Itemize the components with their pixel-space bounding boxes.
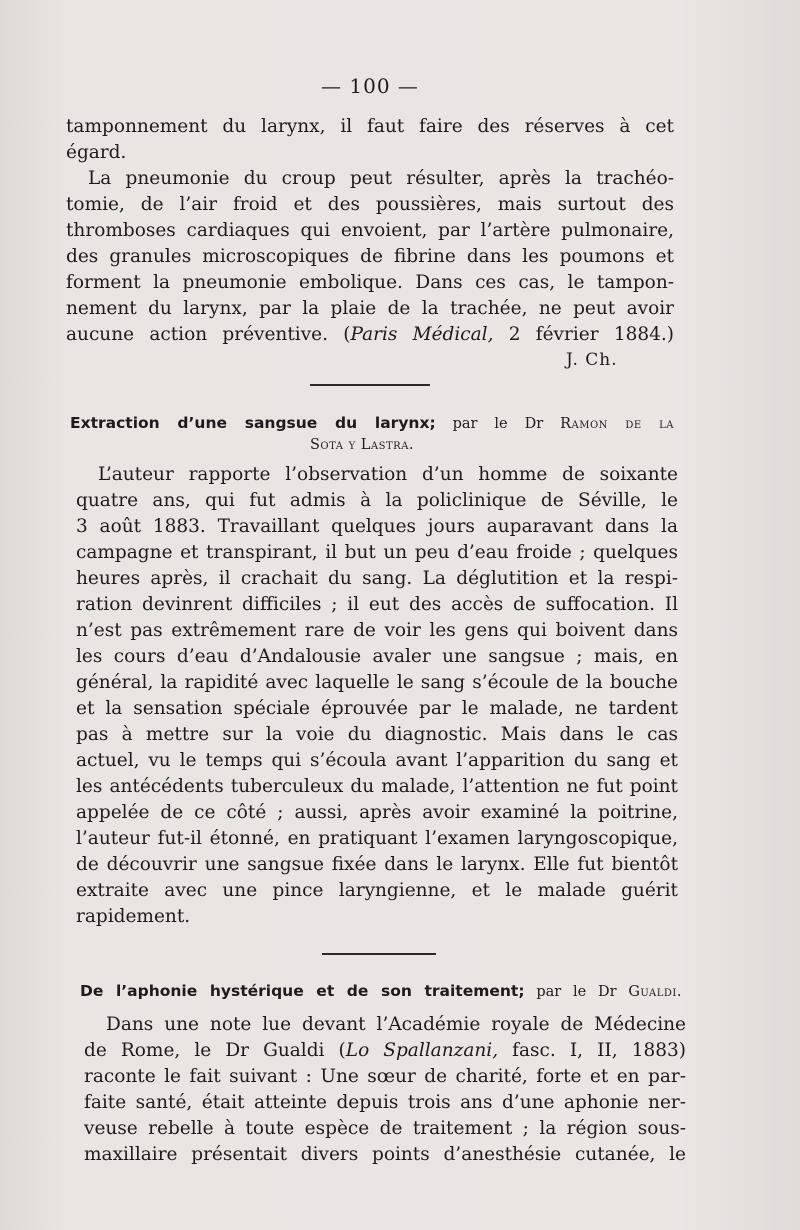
citation-suffix: 2 février 1884.) xyxy=(493,324,674,345)
article-3-body xyxy=(84,1012,686,1168)
text-line: les antécédents tuberculeux du malade, l’attention ne fut point xyxy=(76,776,678,797)
text-line: campagne et transpirant, il but un peu d’eau froide ; quelques xyxy=(76,542,678,563)
separator-rule xyxy=(310,384,430,386)
text-line: général, la rapidité avec laquelle le sang s’écoule de la bouche xyxy=(76,672,678,693)
article-3-by: par le Dr xyxy=(524,984,629,1000)
article-3-heading xyxy=(80,980,682,1002)
text-line: thromboses cardiaques qui envoient, par l’artère pulmonaire, xyxy=(66,220,674,241)
text-line: les cours d’eau d’Andalousie avaler une sangsue ; mais, en xyxy=(76,646,678,667)
text-line: raconte le fait suivant : Une sœur de charité, forte et en par- xyxy=(84,1066,686,1087)
article-2-heading-cont xyxy=(310,434,460,456)
journal-suffix: fasc. I, II, 1883) xyxy=(498,1040,686,1061)
text-line: tomie, de l’air froid et des poussières, mais surtout des xyxy=(66,194,674,215)
text-line: faite santé, était atteinte depuis trois ans d’une aphonie ner- xyxy=(84,1092,686,1113)
text-line: maxillaire présentait divers points d’anesthésie cutanée, le xyxy=(84,1144,686,1165)
text-line: rapidement. xyxy=(76,906,191,927)
citation-source: Paris Médical, xyxy=(350,324,494,345)
article-2-heading xyxy=(70,412,674,434)
text-line-journal xyxy=(84,1038,686,1064)
text-line: 3 août 1883. Travaillant quelques jours auparavant dans la xyxy=(76,516,678,537)
text-line: L’auteur rapporte l’observation d’un homme de soixante xyxy=(98,464,678,485)
signature: J. Ch. xyxy=(566,350,618,370)
citation-prefix: aucune action préventive. ( xyxy=(66,324,351,345)
text-line: n’est pas extrêmement rare de voir les gens qui boivent dans xyxy=(76,620,678,641)
separator-rule xyxy=(322,953,436,955)
text-line: Dans une note lue devant l’Académie royale de Médecine xyxy=(106,1014,686,1035)
text-line: veuse rebelle à toute espèce de traitement ; la région sous- xyxy=(84,1118,686,1139)
page-number: — 100 — xyxy=(321,74,419,98)
text-line: forment la pneumonie embolique. Dans ces cas, le tampon- xyxy=(66,272,674,293)
text-line: des granules microscopiques de fibrine dans les poumons et xyxy=(66,246,674,267)
text-line: pas à mettre sur la voie du diagnostic. Mais dans le cas xyxy=(76,724,678,745)
text-line: de découvrir une sangsue fixée dans le larynx. Elle fut bientôt xyxy=(76,854,678,875)
journal-title: Lo Spallanzani, xyxy=(345,1040,499,1061)
section-1-text xyxy=(66,114,674,348)
text-line-citation xyxy=(66,322,674,348)
article-3-author: Gualdi. xyxy=(628,984,682,1000)
article-2-author-part2: Sota y Lastra. xyxy=(310,437,415,453)
text-line: l’auteur fut-il étonné, en pratiquant l’examen laryngoscopique, xyxy=(76,828,678,849)
text-line: appelée de ce côté ; aussi, après avoir examiné la poitrine, xyxy=(76,802,678,823)
text-line: nement du larynx, par la plaie de la trachée, ne peut avoir xyxy=(66,298,674,319)
text-line: égard. xyxy=(66,142,127,163)
text-line: heures après, il crachait du sang. La déglutition et la respi- xyxy=(76,568,678,589)
article-2-title: Extraction d’une sangsue du larynx; xyxy=(70,414,436,432)
text-line: tamponnement du larynx, il faut faire des réserves à cet xyxy=(66,116,674,137)
text-line: actuel, vu le temps qui s’écoula avant l’apparition du sang et xyxy=(76,750,678,771)
article-2-body xyxy=(76,462,678,930)
journal-prefix: de Rome, le Dr Gualdi ( xyxy=(84,1040,346,1061)
text-line: quatre ans, qui fut admis à la policlinique de Séville, le xyxy=(76,490,678,511)
article-3-title: De l’aphonie hystérique et de son traitement; xyxy=(80,982,525,1000)
text-line: et la sensation spéciale éprouvée par le malade, ne tardent xyxy=(76,698,678,719)
text-line: extraite avec une pince laryngienne, et le malade guérit xyxy=(76,880,678,901)
text-line: ration devinrent difficiles ; il eut des accès de suffocation. Il xyxy=(76,594,678,615)
article-2-by: par le Dr xyxy=(435,416,561,432)
text-line: La pneumonie du croup peut résulter, après la trachéo- xyxy=(88,168,674,189)
article-2-author-part1: Ramon de la xyxy=(560,416,674,432)
